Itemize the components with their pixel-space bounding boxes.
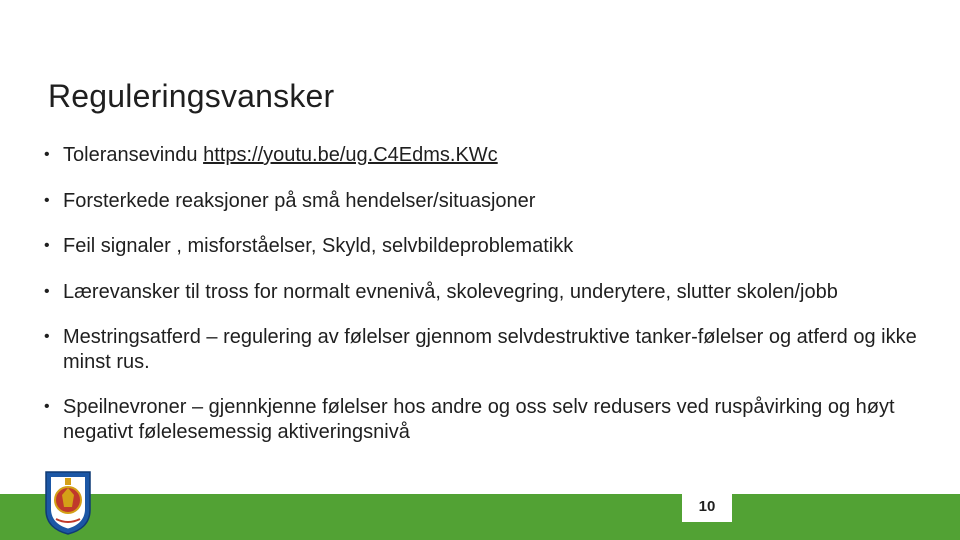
bullet-dot: • bbox=[44, 328, 50, 345]
slide-title: Reguleringsvansker bbox=[48, 78, 335, 114]
bullet-item bbox=[44, 189, 924, 214]
bullet-text: Toleransevindu bbox=[63, 144, 204, 166]
youtube-link[interactable]: https://youtu.be/ug.C4Edms.KWc bbox=[203, 144, 498, 166]
bullet-text: Speilnevroner – gjennkjenne følelser hos andre og oss selv redusers ved ruspåvirking og høyt negativt følelesemessig aktiveringsnivå bbox=[63, 396, 895, 443]
bullet-text: Lærevansker til tross for normalt evnenivå, skolevegring, underytere, slutter skolen/jobb bbox=[63, 280, 838, 303]
page-number-box bbox=[682, 494, 732, 522]
bullet-dot: • bbox=[44, 398, 50, 415]
bullet-text: Feil signaler , misforståelser, Skyld, selvbildeproblematikk bbox=[63, 235, 574, 257]
bullet-dot: • bbox=[44, 282, 50, 300]
bullet-item bbox=[44, 325, 924, 374]
bullet-text: Forsterkede reaksjoner på små hendelser/situasjoner bbox=[63, 189, 536, 212]
bullet-list bbox=[44, 143, 924, 465]
bullet-item bbox=[44, 234, 924, 259]
page-number: 10 bbox=[698, 498, 716, 515]
footer-bar bbox=[0, 494, 960, 540]
bullet-item bbox=[44, 395, 924, 444]
bullet-text: Mestringsatferd – regulering av følelser gjennom selvdestruktive tanker-følelser og atferd og ikke minst rus. bbox=[63, 326, 917, 373]
bullet-dot: • bbox=[44, 146, 50, 163]
bullet-dot: • bbox=[44, 237, 50, 254]
bullet-item bbox=[44, 280, 924, 305]
bullet-item bbox=[44, 143, 924, 168]
coat-of-arms-icon bbox=[42, 470, 94, 536]
bullet-dot: • bbox=[44, 191, 50, 209]
